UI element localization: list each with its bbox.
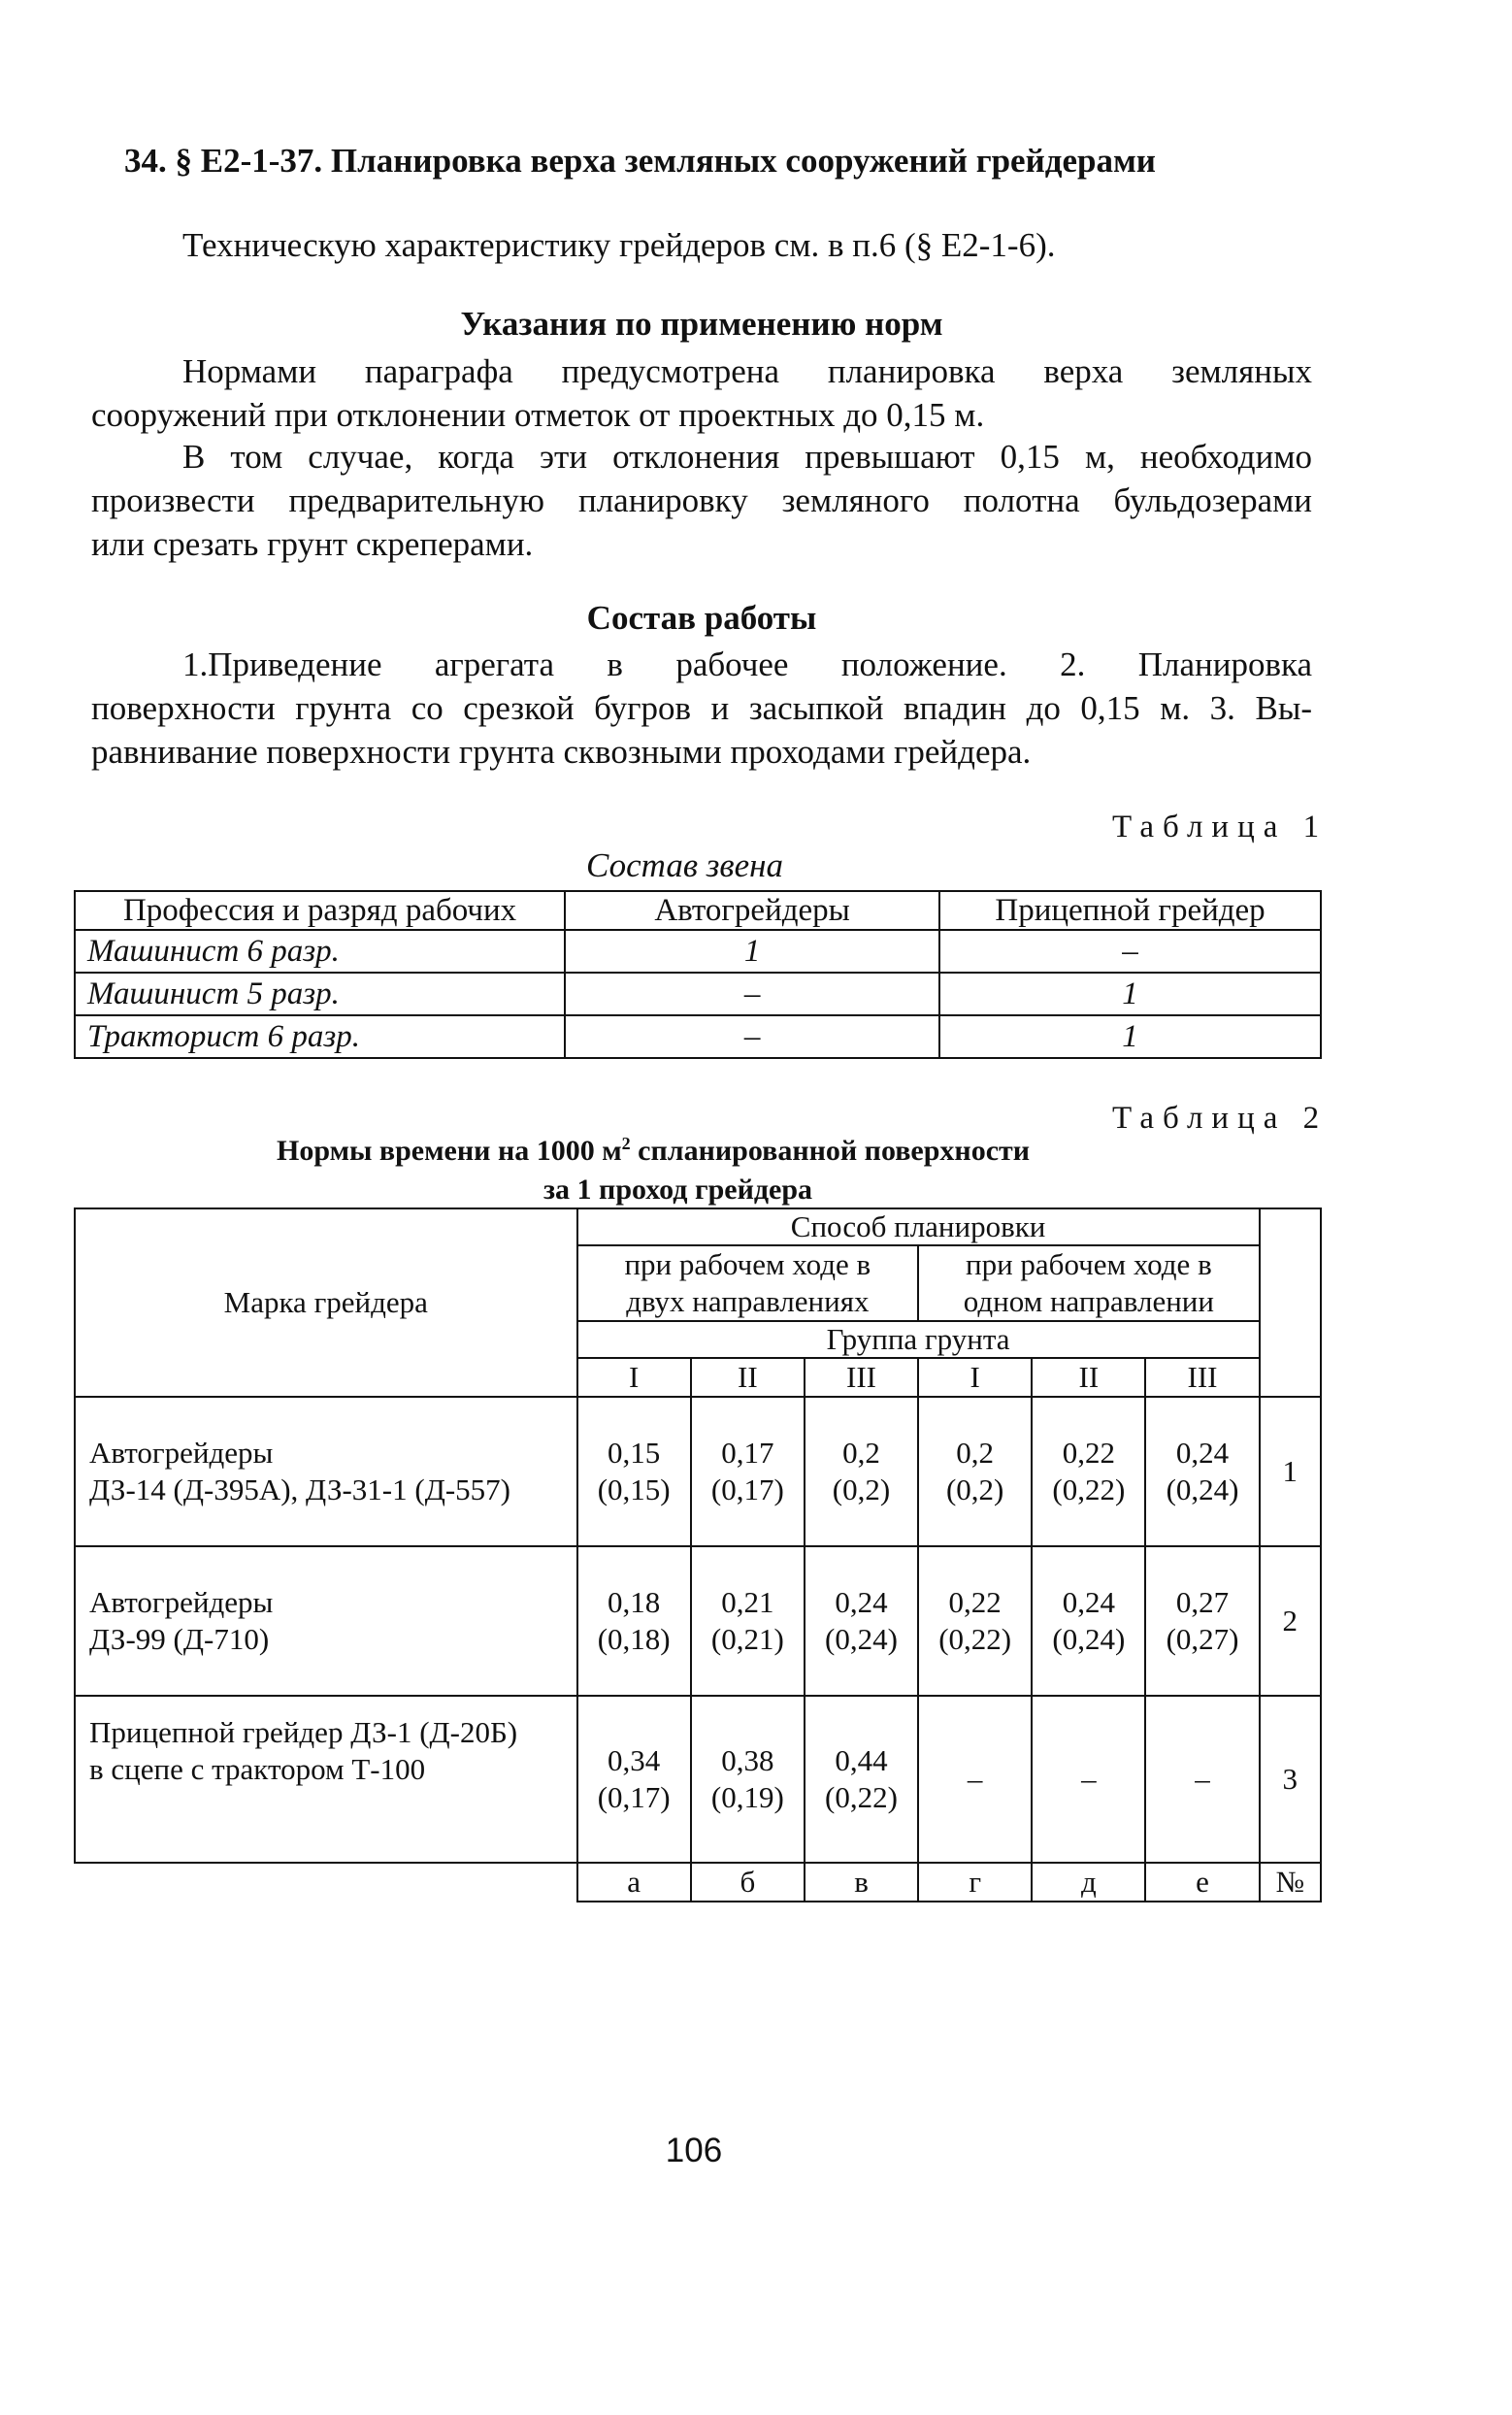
table-header: Автогрейдеры — [565, 891, 939, 930]
soil-group-cell: I — [918, 1358, 1032, 1397]
value-paren: (0,22) — [1052, 1472, 1126, 1506]
table-row — [75, 1015, 1321, 1058]
value-paren: (0,2) — [945, 1472, 1004, 1506]
grader-mark-cell — [75, 1696, 577, 1863]
table1-caption: Состав звена — [586, 846, 784, 884]
column-letter: б — [691, 1863, 805, 1902]
soil-group-cell: III — [805, 1358, 918, 1397]
column-letter: в — [805, 1863, 918, 1902]
table-cell: 1 — [565, 930, 939, 973]
value-paren: (0,17) — [597, 1780, 671, 1814]
guidelines-line: сооружений при отклонении отметок от проектных до 0,15 м. — [91, 396, 985, 434]
table-cell: Машинист 6 разр. — [75, 930, 565, 973]
table-cell: Машинист 5 разр. — [75, 973, 565, 1015]
column-letter: е — [1145, 1863, 1259, 1902]
work-line: поверхности грунта со срезкой бугров и засыпкой впадин до 0,15 м. 3. Вы- — [91, 689, 1312, 727]
value-main: 0,22 — [948, 1585, 1002, 1619]
value-main: – — [967, 1762, 983, 1796]
table-cell: – — [939, 930, 1321, 973]
value-main: 0,21 — [721, 1585, 774, 1619]
table-header-one-direction: при рабочем ходе в одном направлении — [918, 1245, 1260, 1321]
value-main: 0,24 — [1175, 1436, 1230, 1470]
value-cell — [577, 1546, 691, 1696]
row-number: 1 — [1260, 1397, 1321, 1546]
guidelines-heading: Указания по применению норм — [460, 305, 943, 343]
value-main: 0,24 — [1062, 1585, 1115, 1619]
value-paren: (0,21) — [710, 1622, 784, 1656]
table-header-two-directions: при рабочем ходе в двух направлениях — [577, 1245, 919, 1321]
value-paren: (0,22) — [825, 1780, 898, 1814]
table-header-row — [75, 891, 1321, 930]
value-main: 0,15 — [608, 1436, 661, 1470]
grader-mark-line: Автогрейдеры — [89, 1585, 274, 1619]
table-header-row — [75, 1208, 1321, 1245]
value-cell — [1032, 1397, 1145, 1546]
value-main: 0,18 — [608, 1585, 661, 1619]
grader-mark-cell — [75, 1397, 577, 1546]
value-main: 0,27 — [1175, 1585, 1230, 1619]
table2-title-sup: 2 — [621, 1134, 631, 1153]
guidelines-line: произвести предварительную планировку земляного полотна бульдозерами — [91, 481, 1312, 519]
table-header-mark: Марка грейдера — [75, 1208, 577, 1397]
table-cell: 1 — [939, 1015, 1321, 1058]
table-header: Прицепной грейдер — [939, 891, 1321, 930]
row-number: 2 — [1260, 1546, 1321, 1696]
table-letter-row — [75, 1863, 1321, 1902]
grader-mark-line: Автогрейдеры — [89, 1436, 274, 1470]
table-cell: – — [565, 1015, 939, 1058]
table2-title-part: спланированной поверхности — [630, 1135, 1031, 1167]
row-number: 3 — [1260, 1696, 1321, 1863]
value-main: – — [1081, 1762, 1097, 1796]
table-header: Профессия и разряд рабочих — [75, 891, 565, 930]
value-paren: (0,24) — [825, 1622, 898, 1656]
table-row — [75, 930, 1321, 973]
crew-table — [74, 890, 1322, 1059]
table-row — [75, 973, 1321, 1015]
soil-group-cell: III — [1145, 1358, 1259, 1397]
table-row — [75, 1397, 1321, 1546]
value-cell — [805, 1397, 918, 1546]
table-row — [75, 1546, 1321, 1696]
value-paren: (0,22) — [938, 1622, 1012, 1656]
guidelines-line: или срезать грунт скреперами. — [91, 525, 534, 563]
value-paren: (0,24) — [1166, 1472, 1239, 1506]
page-number: 106 — [665, 2132, 723, 2169]
table-row — [75, 1696, 1321, 1863]
value-paren: (0,15) — [597, 1472, 671, 1506]
soil-group-cell: I — [577, 1358, 691, 1397]
table2-title-part: Нормы времени на 1000 м — [277, 1135, 622, 1167]
value-paren: (0,18) — [597, 1622, 671, 1656]
value-main: 0,2 — [956, 1436, 995, 1470]
value-paren: (0,17) — [710, 1472, 784, 1506]
value-cell — [1032, 1546, 1145, 1696]
table2-title — [277, 1134, 1030, 1168]
table-cell: 1 — [939, 973, 1321, 1015]
value-main: 0,34 — [608, 1743, 661, 1777]
value-cell — [1032, 1696, 1145, 1863]
value-paren: (0,24) — [1052, 1622, 1126, 1656]
soil-group-cell: II — [1032, 1358, 1145, 1397]
value-cell — [691, 1546, 805, 1696]
table-cell: Тракторист 6 разр. — [75, 1015, 565, 1058]
column-letter: г — [918, 1863, 1032, 1902]
value-cell — [918, 1696, 1032, 1863]
table-header-empty — [1260, 1208, 1321, 1397]
work-line: 1.Приведение агрегата в рабочее положение. 2. Планировка — [182, 645, 1312, 683]
guidelines-line: В том случае, когда эти отклонения превышают 0,15 м, необходимо — [182, 438, 1312, 476]
table-cell: – — [565, 973, 939, 1015]
value-cell — [691, 1397, 805, 1546]
value-cell — [918, 1397, 1032, 1546]
grader-mark-cell — [75, 1546, 577, 1696]
grader-mark-line: в сцепе с трактором Т-100 — [89, 1752, 426, 1786]
grader-mark-line: ДЗ-99 (Д-710) — [89, 1622, 270, 1656]
value-paren: (0,19) — [710, 1780, 784, 1814]
table-header-method: Способ планировки — [577, 1208, 1260, 1245]
table2-label: Таблица 2 — [1112, 1101, 1329, 1136]
value-cell — [1145, 1397, 1259, 1546]
value-cell — [1145, 1546, 1259, 1696]
value-cell — [918, 1546, 1032, 1696]
table-header-soil-group: Группа грунта — [577, 1321, 1260, 1358]
blank-cell — [75, 1863, 577, 1902]
value-main: 0,22 — [1062, 1436, 1115, 1470]
grader-mark-line: ДЗ-14 (Д-395А), ДЗ-31-1 (Д-557) — [89, 1472, 510, 1506]
column-letter: д — [1032, 1863, 1145, 1902]
value-cell — [805, 1696, 918, 1863]
value-cell — [691, 1696, 805, 1863]
value-main: 0,38 — [721, 1743, 774, 1777]
column-letter: а — [577, 1863, 691, 1902]
column-letter: № — [1260, 1863, 1321, 1902]
value-paren: (0,2) — [832, 1472, 891, 1506]
soil-group-cell: II — [691, 1358, 805, 1397]
value-cell — [577, 1397, 691, 1546]
time-norms-table — [74, 1208, 1322, 1902]
work-heading: Состав работы — [586, 599, 817, 637]
tech-reference: Техническую характеристику грейдеров см. в п.6 (§ Е2-1-6). — [182, 226, 1056, 264]
table1-label: Таблица 1 — [1112, 810, 1329, 844]
value-main: – — [1195, 1762, 1210, 1796]
section-title: 34. § Е2-1-37. Планировка верха земляных сооружений грейдерами — [124, 142, 1156, 180]
value-main: 0,24 — [835, 1585, 888, 1619]
value-cell — [805, 1546, 918, 1696]
value-main: 0,17 — [721, 1436, 774, 1470]
value-main: 0,44 — [835, 1743, 888, 1777]
value-cell — [1145, 1696, 1259, 1863]
grader-mark-line: Прицепной грейдер ДЗ-1 (Д-20Б) — [89, 1715, 518, 1749]
guidelines-line: Нормами параграфа предусмотрена планировка верха земляных — [182, 352, 1312, 390]
table2-subtitle: за 1 проход грейдера — [543, 1174, 813, 1206]
value-cell — [577, 1696, 691, 1863]
work-line: равнивание поверхности грунта сквозными проходами грейдера. — [91, 733, 1032, 771]
value-main: 0,2 — [842, 1436, 880, 1470]
value-paren: (0,27) — [1166, 1622, 1239, 1656]
